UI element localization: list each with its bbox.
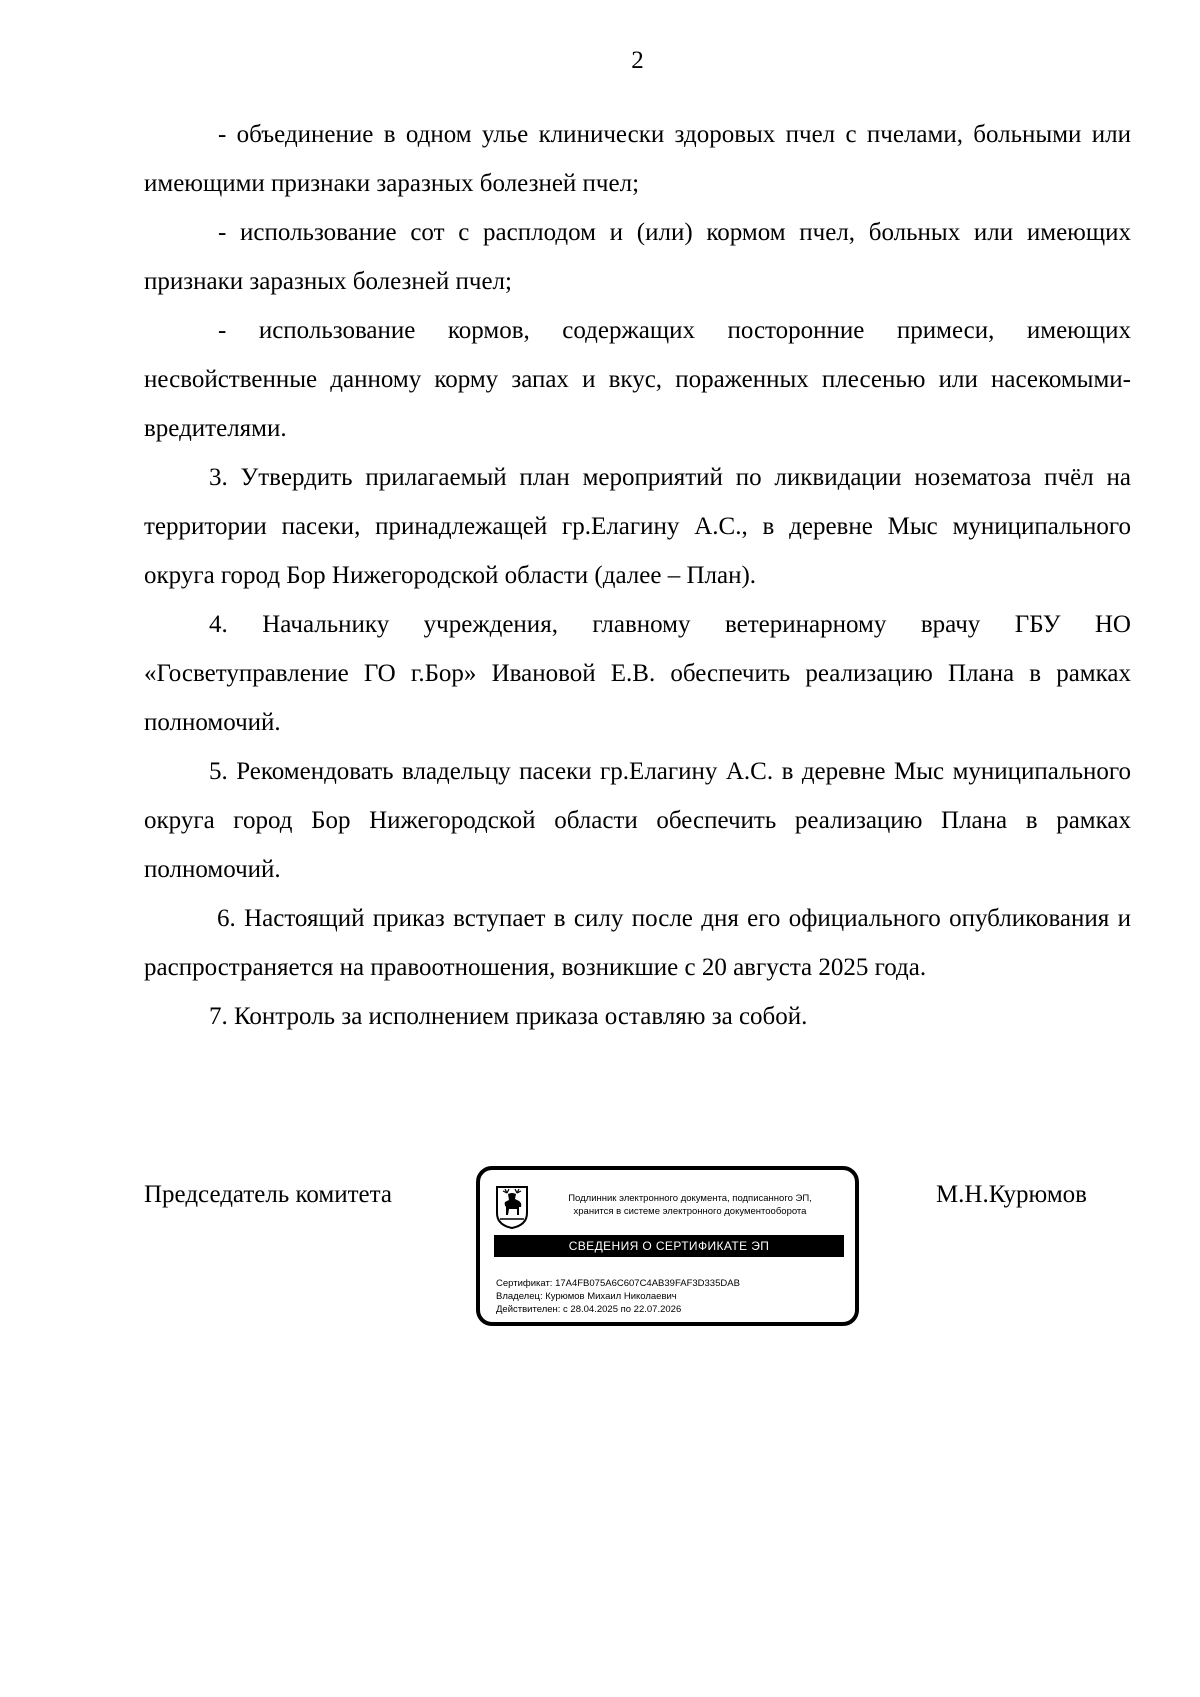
signatory-name: М.Н.Курюмов	[935, 1181, 1087, 1208]
prohibition-item-contaminated-feed: - использование кормов, содержащих посторонние примеси, имеющих несвойственные данному корму запах и вкус, пораженных плесенью или насекомыми-вредителями.	[144, 317, 1131, 442]
prohibition-item-infected-combs: - использование сот с расплодом и (или) кормом пчел, больных или имеющих признаки заразных болезней пчел;	[144, 219, 1131, 295]
clause-3-approve-plan: 3. Утвердить прилагаемый план мероприятий по ликвидации нозематоза пчёл на территории пасеки, принадлежащей гр.Елагину А.С., в деревне Мыс муниципального округа город Бор Нижегородской области (далее – План).	[144, 464, 1131, 589]
clause-6-effective-date: 6. Настоящий приказ вступает в силу после дня его официального опубликования и распространяется на правоотношения, возникшие с 20 августа 2025 года.	[144, 905, 1131, 981]
certificate-owner: Владелец: Курюмов Михаил Николаевич	[496, 1291, 677, 1302]
electronic-signature-stamp	[476, 1166, 859, 1326]
certificate-number: Сертификат: 17A4FB075A6C607C4AB39FAF3D335DAB	[496, 1278, 740, 1289]
stamp-header-line-2: хранится в системе электронного документооборота	[573, 1206, 807, 1217]
document-body	[144, 110, 1131, 1041]
certificate-details	[496, 1277, 740, 1316]
clause-4-vet-service: 4. Начальнику учреждения, главному ветеринарному врачу ГБУ НО «Госветуправление ГО г.Бор» Ивановой Е.В. обеспечить реализацию Плана в рамках полномочий.	[144, 611, 1131, 736]
prohibition-item-hive-mixing: - объединение в одном улье клинически здоровых пчел с пчелами, больными или имеющими признаки заразных болезней пчел;	[144, 121, 1131, 197]
nizhny-novgorod-deer-emblem-icon	[495, 1185, 529, 1229]
signature-block	[144, 1166, 1131, 1336]
clause-7-control: 7. Контроль за исполнением приказа оставляю за собой.	[209, 1003, 808, 1030]
page-number: 2	[631, 47, 644, 74]
signatory-title: Председатель комитета	[144, 1181, 392, 1208]
stamp-header-line-1: Подлинник электронного документа, подписанного ЭП,	[568, 1193, 812, 1204]
clause-5-apiary-owner: 5. Рекомендовать владельцу пасеки гр.Елагину А.С. в деревне Мыс муниципального округа город Бор Нижегородской области обеспечить реализацию Плана в рамках полномочий.	[144, 758, 1131, 883]
stamp-header	[540, 1192, 840, 1218]
certificate-info-band: СВЕДЕНИЯ О СЕРТИФИКАТЕ ЭП	[494, 1235, 844, 1257]
certificate-validity: Действителен: с 28.04.2025 по 22.07.2026	[496, 1304, 682, 1315]
